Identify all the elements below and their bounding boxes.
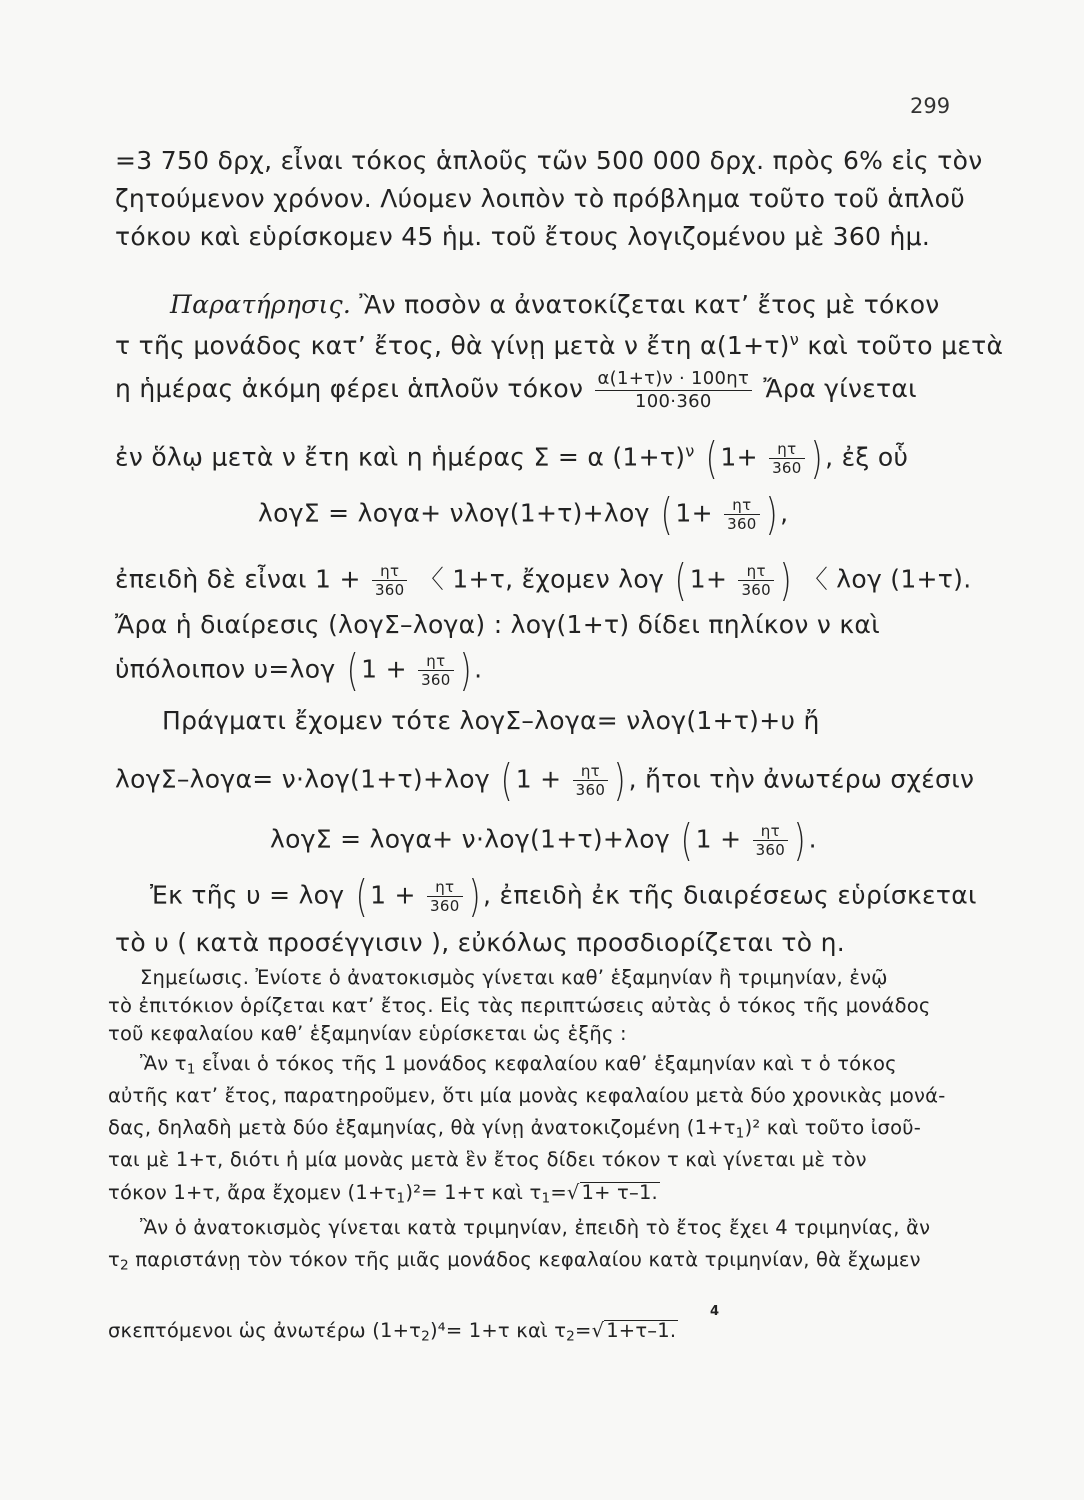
text-line-7: ἐν ὅλῳ μετὰ ν ἔτη καὶ η ἡμέρας Σ = α $(1+\tau)^\nu$ ( 1+ $\frac{\eta\tau}{360}$ ) , ἐξ οὗ [115,432,909,484]
remark-paragraph-line-1 [170,292,940,317]
note-line-11: σκεπτόμενοι ὡς ἀνωτέρω $(1+\tau_2)^4= 1+\tau$ καὶ $\tau_2=√$ 1+τ–1. [108,1319,677,1345]
text-line-11: ὑπόλοιπον υ=λογ ( 1 + $\frac{\eta\tau}{360}$ ) . [115,644,483,696]
equation-log-sum-2: λογΣ = λογα+ ν·λογ(1+τ)+λογ ( 1 + $\frac{\eta\tau}{360}$ ) . [270,814,817,866]
text-segment: ἐπειδὴ δὲ εἶναι 1 + [115,564,361,594]
text-segment: η ἡμέρας ἀκόμη φέρει ἁπλοῦν τόκον [115,374,584,404]
text-line-16: τὸ υ ( κατὰ προσέγγισιν ), εὐκόλως προσδιορίζεται τὸ η. [115,928,846,957]
exponent: ν [685,441,695,461]
text-segment: λογΣ = λογα+ νλογ(1+τ)+λογ [258,498,650,528]
fraction-ht-360: $\frac{\eta\tau}{360}$ [738,562,774,599]
text-segment: 1+ [720,442,758,472]
text-line-3: τόκου καὶ εὑρίσκομεν 45 ἡμ. τοῦ ἔτους λογιζομένου μὲ 360 ἡμ. [115,222,931,251]
text-segment: 1 + [370,880,416,910]
note-line-7: ται μὲ 1+τ, διότι ἡ μία μονὰς μετὰ ἓν ἔτος δίδει τόκον τ καὶ γίνεται μὲ τὸν [108,1148,867,1171]
root-index: 4 [710,1304,720,1319]
text-line-9: ἐπειδὴ δὲ εἶναι 1 + $\frac{\eta\tau}{360}$ 〈 1+τ, ἔχομεν λογ ( 1+ $\frac{\eta\tau}{360}$ ) 〈 λογ (1+τ). [115,554,972,606]
fraction-ht-360: $\frac{\eta\tau}{360}$ [753,822,789,859]
text-line-5 [115,332,1003,358]
text-line-2: ζητούμενον χρόνον. Λύομεν λοιπὸν τὸ πρόβλημα τοῦτο τοῦ ἁπλοῦ [115,184,965,213]
note-line-9: Ἂν ὁ ἀνατοκισμὸς γίνεται κατὰ τριμηνίαν, ἐπειδὴ τὸ ἔτος ἔχει 4 τριμηνίας, ἂν [140,1216,931,1239]
note-line-10: $\tau_2$ παριστάνῃ τὸν τόκον τῆς μιᾶς μονάδος κεφαλαίου κατὰ τριμηνίαν, θὰ ἔχωμεν [108,1248,921,1274]
text-segment: 1+ [675,498,713,528]
text-segment: ἐν ὅλῳ μετὰ ν ἔτη καὶ η ἡμέρας Σ = α (1+τ) [115,442,686,472]
text-line-1: =3 750 δρχ, εἶναι τόκος ἁπλοῦς τῶν 500 000 δρχ. πρὸς 6% εἰς τὸν [115,146,983,175]
text-segment: 〈 1+τ, ἔχομεν λογ [418,564,665,594]
equation-log-sum: λογΣ = λογα+ νλογ(1+τ)+λογ ( 1+ $\frac{\eta\tau}{360}$ ) , [258,488,789,540]
remark-heading: Παρατήρησις. [170,290,352,319]
text-segment: λογΣ–λογα= ν·λογ(1+τ)+λογ [115,764,490,794]
note-line-6: δας, δηλαδὴ μετὰ δύο ἑξαμηνίας, θὰ γίνῃ ἀνατοκιζομένη $(1+\tau_1)^2$ καὶ τοῦτο ἰσοῦ- [108,1116,921,1142]
text-segment: Ἄρα γίνεται [763,374,917,404]
text-segment: 1 + [515,764,562,794]
text-segment: , ἤτοι τὴν ἀνωτέρω σχέσιν [628,764,975,794]
fraction-ht-360: $\frac{\eta\tau}{360}$ [372,562,408,599]
text-segment: , ἐπειδὴ ἐκ τῆς διαιρέσεως εὑρίσκεται [483,880,977,910]
fraction-ht-360: $\frac{\eta\tau}{360}$ [427,878,463,915]
text-segment: 1+ [689,564,728,594]
text-line-6 [115,368,917,412]
fraction-interest [595,368,753,412]
note-line-4: Ἂν $\tau_1$ εἶναι ὁ τόκος τῆς 1 μονάδος κεφαλαίου καθ’ ἑξαμηνίαν καὶ τ ὁ τόκος [140,1052,897,1078]
fraction-numerator: α(1+τ)ν · 100ητ [597,368,750,389]
fraction-ht-360: $\frac{\eta\tau}{360}$ [724,496,760,533]
fraction-ht-360: $\frac{\eta\tau}{360}$ [573,762,609,799]
note-line-2: τὸ ἐπιτόκιον ὁρίζεται κατ’ ἔτος. Εἰς τὰς περιπτώσεις αὐτὰς ὁ τόκος τῆς μονάδος [108,994,931,1017]
text-segment: ὑπόλοιπον υ=λογ [115,654,336,684]
text-segment: λογΣ = λογα+ ν·λογ(1+τ)+λογ [270,824,670,854]
note-line-1: Σημείωσις. Ἐνίοτε ὁ ἀνατοκισμὸς γίνεται καθ’ ἑξαμηνίαν ἢ τριμηνίαν, ἐνῷ [140,966,888,989]
note-line-3: τοῦ κεφαλαίου καθ’ ἑξαμηνίαν εὑρίσκεται ὡς ἑξῆς : [108,1022,627,1045]
fraction-ht-360: $\frac{\eta\tau}{360}$ [769,440,805,477]
text-segment: Ἐκ τῆς υ = λογ [150,880,345,910]
note-line-5: αὐτῆς κατ’ ἔτος, παρατηροῦμεν, ὅτι μία μονὰς κεφαλαίου μετὰ δύο χρονικὰς μονά- [108,1084,946,1107]
exponent: ν [789,330,800,349]
text-segment: 1 + [695,824,742,854]
text-line-13: λογΣ–λογα= ν·λογ(1+τ)+λογ ( 1 + $\frac{\eta\tau}{360}$ ) , ἤτοι τὴν ἀνωτέρω σχέσιν [115,754,975,806]
text-line-10: Ἄρα ἡ διαίρεσις (λογΣ–λογα) : λογ(1+τ) δίδει πηλίκον ν καὶ [115,610,880,639]
fraction-denominator: 100·360 [595,390,753,413]
text-segment: 〈 λογ (1+τ). [802,564,972,594]
text-segment: , ἐξ οὗ [825,442,909,472]
text-line-12: Πράγματι ἔχομεν τότε λογΣ–λογα= νλογ(1+τ)+υ ἤ [162,706,820,735]
remark-text: Ἂν ποσὸν α ἀνατοκίζεται κατ’ ἔτος μὲ τόκον [359,290,940,319]
text-segment: τ τῆς μονάδος κατ’ ἔτος, θὰ γίνῃ μετὰ ν ἔτη α(1+τ) [115,330,790,360]
text-line-15: Ἐκ τῆς υ = λογ ( 1 + $\frac{\eta\tau}{360}$ ) , ἐπειδὴ ἐκ τῆς διαιρέσεως εὑρίσκεται [150,870,977,922]
fraction-ht-360: $\frac{\eta\tau}{360}$ [418,652,454,689]
text-segment: 1 + [361,654,407,684]
page-number: 299 [910,94,951,118]
note-line-8: τόκον 1+τ, ἄρα ἔχομεν $(1+\tau_1)^2= 1+\tau$ καὶ $\tau_1=√$ 1+ τ–1. [108,1181,658,1207]
text-segment: καὶ τοῦτο μετὰ [807,330,1004,360]
